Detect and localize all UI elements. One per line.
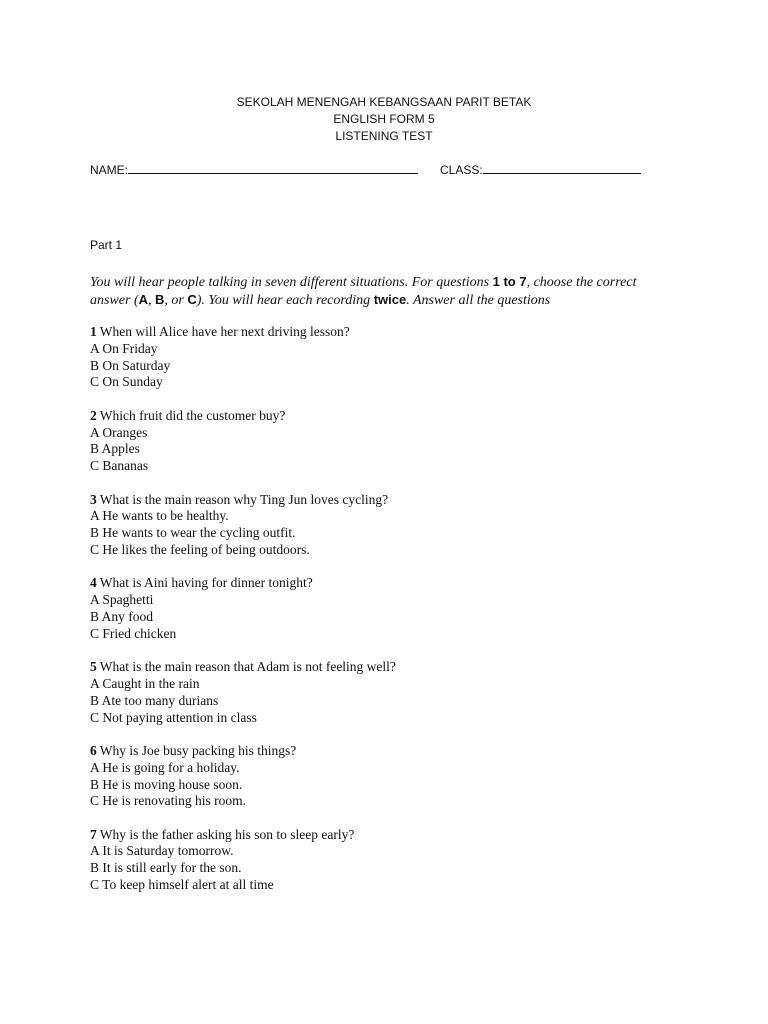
question-text: What is the main reason that Adam is not feeling well?: [99, 659, 396, 675]
option-a: A He is going for a holiday.: [90, 759, 240, 775]
instr-option-a: A: [138, 292, 149, 307]
question-text: Which fruit did the customer buy?: [99, 407, 286, 423]
document-header: [0, 94, 768, 145]
instr-option-b: B: [155, 292, 165, 307]
part-label: Part 1: [90, 238, 123, 252]
test-title: LISTENING TEST: [335, 129, 433, 143]
option-c: C Bananas: [90, 458, 149, 474]
name-label: NAME:: [90, 163, 129, 177]
question-number: 4: [90, 575, 97, 591]
instr-text-4: . Answer all the questions: [406, 293, 551, 308]
option-b: B He wants to wear the cycling outfit.: [90, 525, 296, 541]
name-field: [90, 163, 418, 177]
question-4: [90, 575, 396, 642]
option-c: C He likes the feeling of being outdoors.: [90, 541, 310, 557]
question-line: [90, 492, 396, 509]
option-a: A Spaghetti: [90, 592, 154, 608]
question-number: 5: [90, 659, 97, 675]
option-c: C He is renovating his room.: [90, 793, 246, 809]
question-line: [90, 575, 396, 592]
instr-sep-2: , or: [164, 293, 188, 308]
question-text: What is the main reason why Ting Jun loves cycling?: [99, 491, 389, 507]
option-c: C To keep himself alert at all time: [90, 877, 274, 893]
option-b: B Any food: [90, 608, 154, 624]
question-line: [90, 324, 396, 341]
question-7: [90, 827, 396, 894]
question-text: When will Alice have her next driving lesson?: [99, 324, 350, 339]
question-number: 3: [90, 491, 97, 507]
option-c: C Fried chicken: [90, 625, 177, 641]
instr-text-2: , choose the correct answer (: [90, 275, 637, 308]
questions-list: [90, 324, 396, 910]
question-5: [90, 659, 396, 726]
instr-twice: twice: [373, 292, 407, 307]
question-6: [90, 743, 396, 810]
subject-title: ENGLISH FORM 5: [333, 112, 435, 126]
question-3: [90, 492, 396, 559]
school-name: SEKOLAH MENENGAH KEBANGSAAN PARIT BETAK: [236, 95, 532, 109]
option-c: C On Sunday: [90, 374, 163, 390]
question-line: [90, 408, 396, 425]
option-a: A On Friday: [90, 340, 158, 356]
option-c: C Not paying attention in class: [90, 709, 257, 725]
question-2: [90, 408, 396, 475]
part-instructions: [90, 273, 680, 309]
instr-text-3: ). You will hear each recording: [196, 293, 374, 308]
question-line: [90, 659, 396, 676]
question-text: Why is the father asking his son to sleep early?: [99, 826, 355, 842]
question-text: What is Aini having for dinner tonight?: [99, 575, 313, 591]
question-line: [90, 827, 396, 844]
instr-sep-1: ,: [148, 293, 156, 308]
instr-option-c: C: [187, 292, 197, 307]
question-1: [90, 324, 396, 391]
option-a: A Oranges: [90, 424, 148, 440]
option-b: B Apples: [90, 441, 140, 457]
question-number: 2: [90, 407, 97, 423]
question-number: 1: [90, 324, 97, 339]
option-b: B On Saturday: [90, 357, 171, 373]
option-a: A It is Saturday tomorrow.: [90, 843, 234, 859]
instr-text-1: You will hear people talking in seven different situations. For questions: [90, 275, 493, 290]
name-blank-line[interactable]: [128, 163, 418, 174]
question-number: 6: [90, 742, 97, 758]
question-text: Why is Joe busy packing his things?: [99, 742, 297, 758]
option-b: B Ate too many durians: [90, 692, 219, 708]
option-b: B He is moving house soon.: [90, 776, 243, 792]
class-label: CLASS:: [440, 163, 483, 177]
option-a: A He wants to be healthy.: [90, 508, 229, 524]
question-line: [90, 743, 396, 760]
option-b: B It is still early for the son.: [90, 860, 242, 876]
instr-range: 1 to 7: [492, 274, 527, 289]
class-field: [440, 163, 641, 177]
class-blank-line[interactable]: [483, 163, 641, 174]
option-a: A Caught in the rain: [90, 675, 200, 691]
question-number: 7: [90, 826, 97, 842]
